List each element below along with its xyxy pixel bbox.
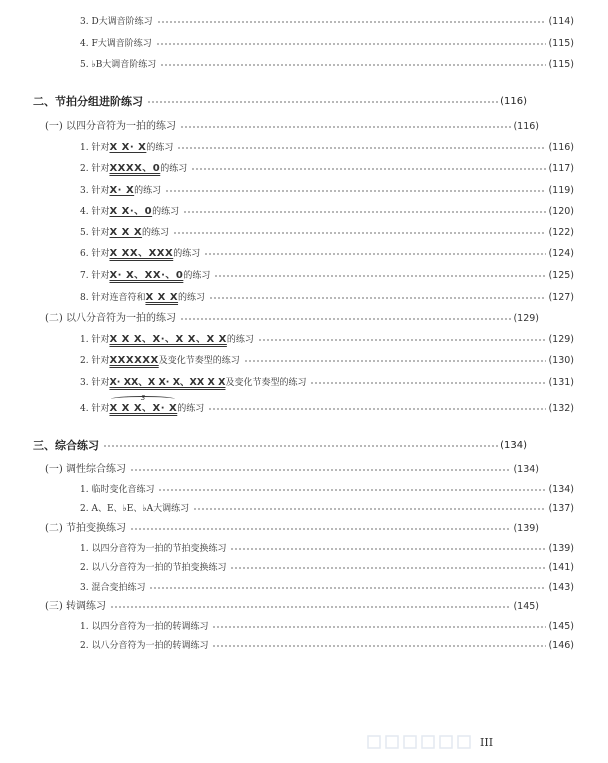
toc-page-number: (146): [548, 640, 574, 651]
toc-page-number: (115): [548, 38, 574, 49]
toc-entry[interactable]: [0, 268, 608, 284]
toc-entry[interactable]: [0, 14, 608, 30]
toc-entry[interactable]: [0, 225, 608, 241]
triplet-mark: 3: [140, 394, 146, 402]
toc-entry-prefix: 3. 针对: [80, 186, 110, 196]
dot-leader: [160, 64, 546, 66]
dot-leader: [157, 21, 547, 23]
toc-page-number: (134): [500, 440, 527, 451]
watermark-graphic: [366, 732, 476, 752]
toc-entry-title: (一) 以四分音符为一拍的练习: [45, 121, 176, 132]
toc-entry-prefix: 4. 针对: [80, 404, 110, 414]
toc-entry-prefix: 8. 针对连音符和: [80, 293, 146, 303]
toc-entry[interactable]: [0, 560, 608, 576]
rhythm-notation: X X·、0: [109, 206, 153, 217]
toc-page-number: (115): [548, 59, 574, 70]
dot-leader: [209, 297, 546, 299]
toc-subsection[interactable]: [0, 119, 573, 135]
dot-leader: [244, 360, 547, 362]
rhythm-notation: X X· X: [109, 142, 147, 153]
toc-entry-suffix: 的练习: [226, 335, 254, 345]
dot-leader: [193, 508, 546, 510]
toc-entry-title: (三) 转调练习: [45, 601, 106, 612]
toc-page-number: (127): [548, 292, 574, 303]
toc-entry-prefix: 2. 针对: [80, 164, 110, 174]
toc-entry[interactable]: [0, 482, 608, 498]
toc-entry[interactable]: [0, 580, 608, 596]
toc-entry-prefix: 4. 针对: [80, 207, 110, 217]
rhythm-notation: XXXXXX: [109, 355, 159, 366]
toc-entry-prefix: 2. 针对: [80, 356, 110, 366]
dot-leader: [173, 232, 546, 234]
toc-entry-title: 2. A、E、♭E、♭A大调练习: [80, 504, 190, 514]
toc-page-number: (129): [513, 313, 539, 324]
toc-subsection[interactable]: [0, 599, 573, 615]
toc-entry-suffix: 及变化节奏型的练习: [225, 378, 307, 388]
toc-section-heading[interactable]: [0, 438, 561, 454]
toc-entry[interactable]: [0, 290, 608, 306]
dot-leader: [230, 567, 546, 569]
toc-entry[interactable]: [0, 332, 608, 348]
dot-leader: [156, 43, 547, 45]
dot-leader: [310, 382, 546, 384]
toc-entry-title: (二) 以八分音符为一拍的练习: [45, 313, 176, 324]
toc-page-number: (131): [548, 377, 574, 388]
toc-entry-title: 1. 以四分音符为一拍的节拍变换练习: [80, 544, 227, 554]
toc-entry-suffix: 的练习: [146, 143, 174, 153]
toc-page-number: (139): [548, 543, 574, 554]
toc-entry[interactable]: [0, 353, 608, 369]
dot-leader: [208, 408, 546, 410]
toc-page-number: (134): [548, 484, 574, 495]
toc-entry-title: 二、节拍分组进阶练习: [33, 95, 143, 108]
toc-entry-suffix: 的练习: [173, 249, 201, 259]
dot-leader: [103, 445, 498, 447]
rhythm-notation: X X X: [109, 227, 143, 238]
toc-entry[interactable]: [0, 204, 608, 220]
toc-entry[interactable]: [0, 57, 608, 73]
toc-page-number: (130): [548, 355, 574, 366]
toc-page-number: (145): [513, 601, 539, 612]
dot-leader: [130, 469, 511, 471]
dot-leader: [214, 275, 546, 277]
toc-entry[interactable]: [0, 638, 608, 654]
toc-entry-suffix: 的练习: [178, 293, 206, 303]
toc-entry[interactable]: [0, 501, 608, 517]
dot-leader: [158, 489, 546, 491]
toc-page-number: (122): [548, 227, 574, 238]
toc-entry-title: (二) 节拍变换练习: [45, 523, 126, 534]
toc-subsection[interactable]: [0, 521, 573, 537]
toc-entry[interactable]: [0, 36, 608, 52]
dot-leader: [212, 626, 546, 628]
toc-entry-prefix: 5. 针对: [80, 228, 110, 238]
toc-entry[interactable]: [0, 619, 608, 635]
watermark: [366, 732, 476, 752]
dot-leader: [149, 587, 546, 589]
toc-entry-suffix: 的练习: [183, 271, 211, 281]
toc-entry-title: 3. D大调音阶练习: [80, 17, 153, 27]
toc-entry[interactable]: [0, 375, 608, 391]
toc-entry[interactable]: [0, 140, 608, 156]
rhythm-notation: XXXX、0: [109, 163, 161, 174]
toc-page-number: (117): [548, 163, 574, 174]
rhythm-notation-text: X X X、X· X: [109, 403, 178, 414]
rhythm-notation: X XX、XXX: [109, 248, 174, 259]
dot-leader: [147, 101, 498, 103]
page-folio: III: [480, 736, 494, 749]
toc-page-number: (114): [548, 16, 574, 27]
toc-entry-suffix: 及变化节奏型的练习: [158, 356, 240, 366]
rhythm-notation: [109, 394, 178, 417]
rhythm-notation: X· XX、X X· X、XX X X: [109, 377, 226, 388]
dot-leader: [110, 606, 511, 608]
toc-entry-suffix: 的练习: [134, 186, 162, 196]
toc-entry-prefix: 3. 针对: [80, 378, 110, 388]
toc-page-number: (139): [513, 523, 539, 534]
toc-entry-prefix: 6. 针对: [80, 249, 110, 259]
toc-page-number: (132): [548, 403, 574, 414]
toc-entry-suffix: 的练习: [177, 404, 205, 414]
toc-page-number: (116): [500, 96, 527, 107]
toc-entry-title: 1. 临时变化音练习: [80, 485, 155, 495]
toc-entry-title: 4. F大调音阶练习: [80, 39, 152, 49]
toc-entry-title: 2. 以八分音符为一拍的转调练习: [80, 641, 209, 651]
dot-leader: [165, 190, 546, 192]
dot-leader: [183, 211, 546, 213]
toc-entry[interactable]: [0, 161, 608, 177]
rhythm-notation: X X X: [145, 292, 179, 303]
toc-entry-suffix: 的练习: [152, 207, 180, 217]
dot-leader: [230, 548, 546, 550]
toc-entry[interactable]: [0, 394, 608, 417]
toc-entry[interactable]: [0, 183, 608, 199]
dot-leader: [180, 126, 511, 128]
toc-entry-title: 三、综合练习: [33, 439, 99, 452]
toc-subsection[interactable]: [0, 311, 573, 327]
toc-entry-prefix: 1. 针对: [80, 143, 110, 153]
dot-leader: [191, 168, 546, 170]
dot-leader: [212, 645, 546, 647]
toc-page-number: (116): [548, 142, 574, 153]
toc-entry-prefix: 1. 针对: [80, 335, 110, 345]
toc-entry-title: 5. ♭B大调音阶练习: [80, 60, 157, 70]
toc-entry-title: 3. 混合变拍练习: [80, 583, 146, 593]
rhythm-notation: X· X、XX·、0: [109, 270, 184, 281]
toc-page-number: (141): [548, 562, 574, 573]
toc-page-number: (145): [548, 621, 574, 632]
rhythm-notation: X X X、X·、X X、X X: [109, 334, 227, 345]
toc-entry-title: 2. 以八分音符为一拍的节拍变换练习: [80, 563, 227, 573]
dot-leader: [204, 253, 546, 255]
rhythm-notation: X· X: [109, 185, 135, 196]
dot-leader: [258, 339, 547, 341]
toc-entry-title: (一) 调性综合练习: [45, 464, 126, 475]
toc-page-number: (129): [548, 334, 574, 345]
toc-subsection[interactable]: [0, 462, 573, 478]
dot-leader: [177, 147, 546, 149]
toc-page-number: (125): [548, 270, 574, 281]
toc-entry-suffix: 的练习: [160, 164, 188, 174]
toc-page-number: (137): [548, 503, 574, 514]
dot-leader: [130, 528, 511, 530]
toc-page-number: (120): [548, 206, 574, 217]
toc-entry[interactable]: [0, 541, 608, 557]
toc-section-heading[interactable]: [0, 94, 561, 110]
toc-entry[interactable]: [0, 246, 608, 262]
toc-page-number: (119): [548, 185, 574, 196]
dot-leader: [180, 318, 511, 320]
toc-page-number: (116): [513, 121, 539, 132]
toc-entry-title: 1. 以四分音符为一拍的转调练习: [80, 622, 209, 632]
toc-page-number: (134): [513, 464, 539, 475]
toc-entry-suffix: 的练习: [142, 228, 170, 238]
toc-page-number: (143): [548, 582, 574, 593]
toc-entry-prefix: 7. 针对: [80, 271, 110, 281]
toc-page-number: (124): [548, 248, 574, 259]
